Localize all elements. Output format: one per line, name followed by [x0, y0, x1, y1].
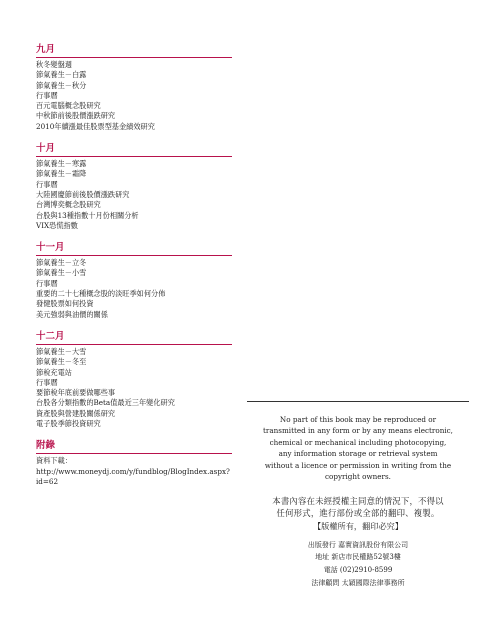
publisher-phone: 電話 (02)2910-8599: [323, 566, 393, 575]
list-item: 節氣養生－小雪: [36, 268, 87, 278]
section-title: 附錄: [36, 440, 232, 454]
section-title: 十一月: [36, 242, 232, 256]
section-november: [36, 242, 232, 320]
list-item: 行事曆: [36, 90, 58, 100]
list-item: 重要的二十七種概念股的淡旺季如何分佈: [36, 289, 166, 299]
section-appendix: [36, 440, 232, 487]
list-item: 節氣養生－立冬: [36, 258, 87, 268]
list-item: 大陸國慶節前後股價漲跌研究: [36, 189, 130, 199]
list-item: 美元強弱與油價的關係: [36, 309, 108, 319]
section-october: [36, 143, 232, 231]
english-notice: No part of this book may be reproduced or transmitted in any form or by any means electronic, chemical or mechanical including photocopying, any information storage or retrieval system without a licence or permission in writing from the copyright owners.: [263, 415, 453, 482]
list-item: 行事曆: [36, 377, 58, 387]
list-item: 節氣養生－秋分: [36, 80, 87, 90]
list-item: 電子股季節投資研究: [36, 419, 101, 429]
chinese-notice: 本書內容在未經授權主同意的情況下，不得以 任何形式，進行部份或全部的翻印、複製。: [272, 496, 444, 519]
list-item: 節稅充電站: [36, 367, 72, 377]
list-item: 發健股票如何投資: [36, 299, 94, 309]
list-item: 台灣博奕概念股研究: [36, 200, 101, 210]
list-item: 要節稅年底前要做哪些事: [36, 388, 116, 398]
list-item: VIX恐慌指數: [36, 220, 78, 230]
list-item: 百元電腦概念股研究: [36, 101, 101, 111]
list-item: 秋冬變盤週: [36, 60, 72, 69]
list-item: 節氣養生－霜降: [36, 169, 87, 179]
download-label: 資料下載：: [36, 456, 72, 466]
list-item: 台股與13種指數十月份相關分析: [36, 210, 139, 220]
download-link[interactable]: http://www.moneydj.com/y/fundblog/BlogIndex.aspx?id=62: [36, 466, 230, 486]
publisher-info: [247, 539, 469, 590]
section-title: 十月: [36, 143, 232, 157]
section-september: [36, 44, 232, 132]
list-item: 行事曆: [36, 278, 58, 288]
list-item: 節氣養生－冬至: [36, 357, 87, 367]
divider: [247, 401, 469, 402]
publisher-address: 地址 新店市民權路52號3樓: [315, 553, 401, 562]
section-december: [36, 331, 232, 429]
section-title: 九月: [36, 44, 232, 58]
legal-advisor: 法律顧問 太穎國際法律事務所: [311, 579, 405, 588]
list-item: 資產股與營建股關係研究: [36, 408, 116, 418]
list-item: 節氣養生－大雪: [36, 346, 87, 356]
list-item: 2010年續漲最佳股票型基金績效研究: [36, 121, 155, 131]
copyright-block: [247, 401, 469, 590]
list-item: 節氣養生－白露: [36, 70, 87, 80]
rights-reserved: 【版權所有，翻印必究】: [312, 520, 404, 531]
list-item: 節氣養生－寒露: [36, 159, 87, 169]
section-title: 十二月: [36, 331, 232, 345]
list-item: 行事曆: [36, 179, 58, 189]
table-of-contents: [36, 44, 232, 487]
publisher-name: 出版發行 嘉實資訊股份有限公司: [307, 540, 409, 549]
list-item: 台股各分類指數的Beta值最近三年變化研究: [36, 398, 175, 408]
list-item: 中秋節前後股價漲跌研究: [36, 111, 116, 121]
